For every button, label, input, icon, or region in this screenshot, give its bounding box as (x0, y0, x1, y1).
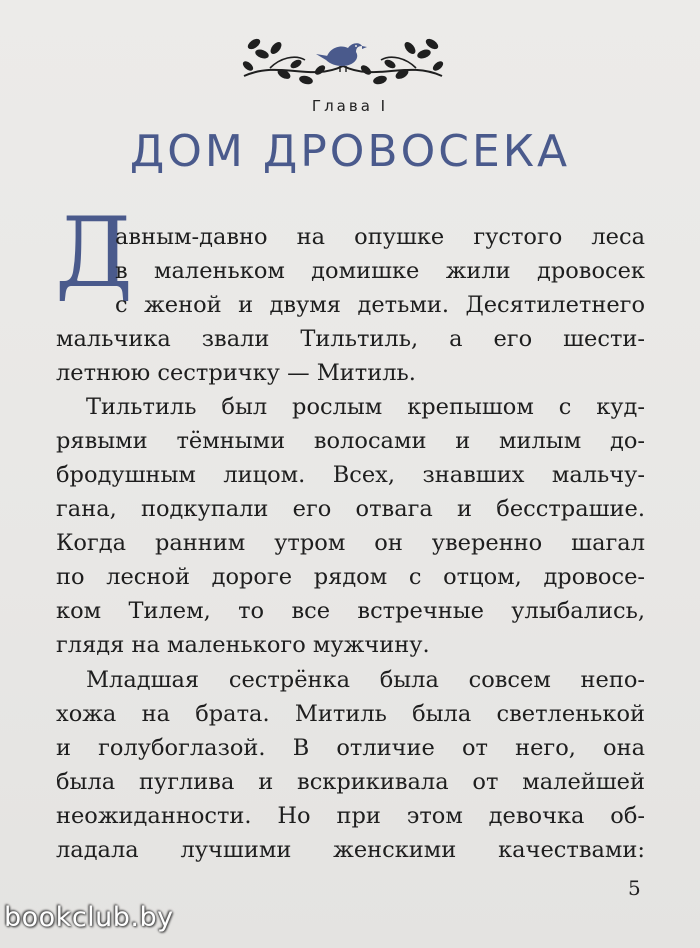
paragraph-2-line-6: по лесной дороге рядом с отцом, дровосе- (56, 564, 645, 590)
page-number: 5 (628, 876, 641, 900)
site-watermark: bookclub.by (4, 902, 174, 933)
paragraph-2-line-1: Тильтиль был рослым крепышом с куд- (86, 394, 645, 420)
paragraph-1-line-3: с женой и двумя детьми. Десятилетнего (115, 292, 645, 318)
paragraph-2-line-4: гана, подкупали его отвага и бесстрашие. (56, 496, 645, 522)
paragraph-2-line-5: Когда ранним утром он уверенно шагал (56, 530, 645, 556)
paragraph-2-line-3: бродушным лицом. Всех, знавших мальчу- (56, 462, 645, 488)
chapter-label: Глава I (311, 97, 389, 115)
paragraph-3-line-5: неожиданности. Но при этом девочка об- (56, 803, 645, 829)
paragraph-1-line-4: мальчика звали Тильтиль, а его шести- (56, 326, 645, 352)
paragraph-3-line-3: и голубоглазой. В отличие от него, она (56, 735, 645, 761)
paragraph-1-line-5: летнюю сестричку — Митиль. (56, 360, 416, 386)
drop-cap-letter: Д (55, 197, 134, 309)
paragraph-1-line-2: в маленьком домишке жили дровосек (115, 258, 645, 284)
paragraph-2-line-7: ком Тилем, то все встречные улыбались, (56, 598, 645, 624)
paragraph-1-line-1: авным-давно на опушке густого леса (115, 224, 645, 250)
chapter-title: ДОМ ДРОВОСЕКА (129, 126, 571, 177)
paragraph-3-line-4: была пуглива и вскрикивала от малейшей (56, 769, 645, 795)
paragraph-3-line-6: ладала лучшими женскими качествами: (56, 837, 645, 863)
bird-branch-ornament-icon (240, 30, 446, 88)
paragraph-2-line-2: рявыми тёмными волосами и милым до- (56, 428, 645, 454)
paragraph-3-line-2: хожа на брата. Митиль была светленькой (56, 701, 645, 727)
paragraph-2-line-8: глядя на маленького мужчину. (56, 632, 430, 658)
paragraph-3-line-1: Младшая сестрёнка была совсем непо- (86, 667, 645, 693)
